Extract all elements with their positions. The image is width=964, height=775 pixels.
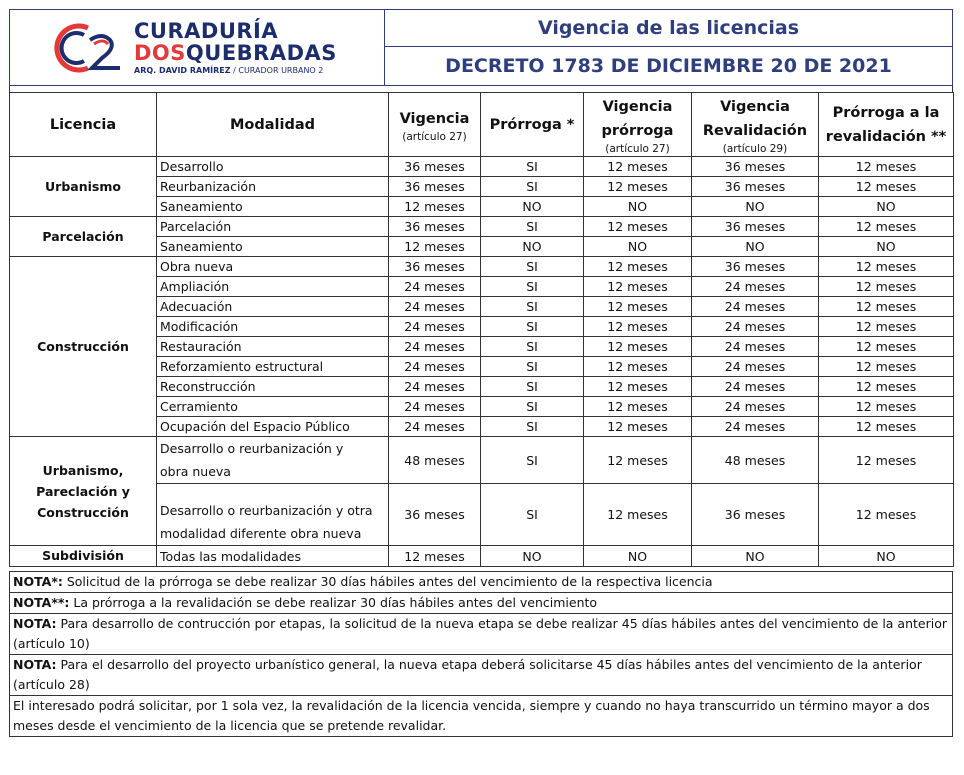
cell-prorroga-revalidacion: 12 meses bbox=[819, 397, 954, 417]
cell-vigencia: 36 meses bbox=[389, 484, 481, 546]
document-header bbox=[9, 9, 953, 86]
note-text: Solicitud de la prórroga se debe realizar 30 días hábiles antes del vencimiento de la respectiva licencia bbox=[62, 574, 713, 589]
cell-vig-revalidacion: 24 meses bbox=[692, 357, 819, 377]
cell-prorroga: SI bbox=[481, 157, 584, 177]
header-licencia: Licencia bbox=[10, 93, 157, 157]
cell-vig-prorroga: 12 meses bbox=[584, 337, 692, 357]
cell-vigencia: 36 meses bbox=[389, 157, 481, 177]
header-vigencia bbox=[389, 93, 481, 157]
table-row bbox=[10, 217, 954, 237]
cell-vigencia: 24 meses bbox=[389, 277, 481, 297]
cell-prorroga-revalidacion: 12 meses bbox=[819, 297, 954, 317]
cell-prorroga: NO bbox=[481, 197, 584, 217]
cell-vig-revalidacion: NO bbox=[692, 546, 819, 567]
cell-prorroga-revalidacion: 12 meses bbox=[819, 317, 954, 337]
cell-vigencia: 12 meses bbox=[389, 546, 481, 567]
group-mixto-line-2: Pareclación y bbox=[36, 483, 130, 499]
table-row bbox=[10, 437, 954, 484]
cell-prorroga: SI bbox=[481, 217, 584, 237]
cell-vig-prorroga: 12 meses bbox=[584, 417, 692, 437]
cell-prorroga: SI bbox=[481, 277, 584, 297]
logo-subtitle bbox=[134, 66, 337, 75]
cell-modalidad: Reforzamiento estructural bbox=[157, 357, 389, 377]
cell-vig-revalidacion: 36 meses bbox=[692, 484, 819, 546]
cell-vig-prorroga: 12 meses bbox=[584, 177, 692, 197]
cell-vigencia: 24 meses bbox=[389, 317, 481, 337]
cell-modalidad: Ampliación bbox=[157, 277, 389, 297]
decree-title: DECRETO 1783 DE DICIEMBRE 20 DE 2021 bbox=[445, 55, 892, 77]
cell-vig-revalidacion: 24 meses bbox=[692, 417, 819, 437]
note-prorroga bbox=[9, 571, 953, 593]
note-revalidacion bbox=[9, 696, 953, 737]
cell-vig-revalidacion: 24 meses bbox=[692, 277, 819, 297]
cell-vigencia: 24 meses bbox=[389, 397, 481, 417]
header-prorroga-revalidacion bbox=[819, 93, 954, 157]
cell-vig-revalidacion: 24 meses bbox=[692, 337, 819, 357]
group-mixto-line-1: Urbanismo, bbox=[42, 462, 124, 478]
cell-prorroga-revalidacion: 12 meses bbox=[819, 437, 954, 484]
cell-vig-prorroga: 12 meses bbox=[584, 377, 692, 397]
cell-vigencia: 24 meses bbox=[389, 357, 481, 377]
page-title: Vigencia de las licencias bbox=[385, 10, 952, 47]
cell-vig-prorroga: 12 meses bbox=[584, 277, 692, 297]
header-vigencia-revalidacion bbox=[692, 93, 819, 157]
cell-modalidad: Parcelación bbox=[157, 217, 389, 237]
cell-prorroga-revalidacion: 12 meses bbox=[819, 157, 954, 177]
cell-vig-prorroga: NO bbox=[584, 197, 692, 217]
cell-prorroga-revalidacion: NO bbox=[819, 237, 954, 257]
cell-vig-prorroga: 12 meses bbox=[584, 397, 692, 417]
note-label: NOTA**: bbox=[13, 595, 70, 610]
cell-vig-prorroga: 12 meses bbox=[584, 437, 692, 484]
cell-prorroga: NO bbox=[481, 546, 584, 567]
table-row bbox=[10, 546, 954, 567]
licenses-table bbox=[9, 92, 954, 567]
cell-prorroga-revalidacion: 12 meses bbox=[819, 337, 954, 357]
cell-modalidad: Todas las modalidades bbox=[157, 546, 389, 567]
cell-prorroga-revalidacion: 12 meses bbox=[819, 277, 954, 297]
cell-vig-revalidacion: 24 meses bbox=[692, 297, 819, 317]
note-prorroga-revalidacion bbox=[9, 593, 953, 614]
cell-vig-revalidacion: 24 meses bbox=[692, 317, 819, 337]
logo-sub-rest: / CURADOR URBANO 2 bbox=[230, 66, 324, 75]
header-vr-2: Revalidación bbox=[702, 122, 808, 139]
cell-prorroga-revalidacion: 12 meses bbox=[819, 484, 954, 546]
cell-modalidad: Restauración bbox=[157, 337, 389, 357]
cell-vigencia: 24 meses bbox=[389, 337, 481, 357]
mixed-row2-line1: Desarrollo o reurbanización y otra bbox=[160, 503, 373, 518]
cell-prorroga: SI bbox=[481, 297, 584, 317]
cell-modalidad: Reurbanización bbox=[157, 177, 389, 197]
header-vp-1: Vigencia bbox=[602, 98, 673, 115]
cell-vig-revalidacion: NO bbox=[692, 237, 819, 257]
cell-vigencia: 36 meses bbox=[389, 257, 481, 277]
cell-prorroga: SI bbox=[481, 437, 584, 484]
cell-prorroga: SI bbox=[481, 177, 584, 197]
cell-modalidad: Modificación bbox=[157, 317, 389, 337]
cell-prorroga-revalidacion: 12 meses bbox=[819, 217, 954, 237]
cell-prorroga: SI bbox=[481, 317, 584, 337]
cell-vig-revalidacion: 36 meses bbox=[692, 257, 819, 277]
header-vp-2: prórroga bbox=[601, 122, 674, 139]
cell-prorroga: SI bbox=[481, 377, 584, 397]
cell-prorroga-revalidacion: NO bbox=[819, 546, 954, 567]
note-text: El interesado podrá solicitar, por 1 sola vez, la revalidación de la licencia vencida, siempre y cuando no haya transcurrido un término mayor a dos meses desde el vencimiento de la licencia que se pretende revalidar. bbox=[13, 698, 930, 733]
cell-vig-revalidacion: NO bbox=[692, 197, 819, 217]
logo-sub-bold: ARQ. DAVID RAMÍREZ bbox=[134, 66, 231, 75]
cell-vigencia: 36 meses bbox=[389, 217, 481, 237]
header-vr-1: Vigencia bbox=[720, 98, 790, 115]
cell-vig-revalidacion: 24 meses bbox=[692, 397, 819, 417]
header-pr-1: Prórroga a la bbox=[832, 104, 940, 121]
cell-vig-prorroga: NO bbox=[584, 237, 692, 257]
group-parcelacion: Parcelación bbox=[10, 217, 157, 257]
mixed-row2-line2: modalidad diferente obra nueva bbox=[160, 526, 362, 541]
cell-prorroga: SI bbox=[481, 484, 584, 546]
cell-prorroga: SI bbox=[481, 417, 584, 437]
cell-prorroga-revalidacion: 12 meses bbox=[819, 377, 954, 397]
cell-modalidad: Saneamiento bbox=[157, 237, 389, 257]
cell-vigencia: 48 meses bbox=[389, 437, 481, 484]
cell-vigencia: 12 meses bbox=[389, 237, 481, 257]
cell-vig-revalidacion: 36 meses bbox=[692, 157, 819, 177]
logo-line-2-red: DOS bbox=[134, 41, 186, 65]
title-block bbox=[385, 10, 952, 85]
group-subdivision: Subdivisión bbox=[10, 546, 157, 567]
cell-modalidad: Cerramiento bbox=[157, 397, 389, 417]
header-vigencia-sub: (artículo 27) bbox=[402, 130, 467, 143]
cell-vig-prorroga: 12 meses bbox=[584, 317, 692, 337]
note-label: NOTA*: bbox=[13, 574, 63, 589]
cell-vigencia: 24 meses bbox=[389, 417, 481, 437]
cell-prorroga-revalidacion: 12 meses bbox=[819, 177, 954, 197]
logo-line-2 bbox=[134, 42, 337, 64]
cell-vig-prorroga: 12 meses bbox=[584, 297, 692, 317]
cell-vig-prorroga: 12 meses bbox=[584, 357, 692, 377]
table-row bbox=[10, 157, 954, 177]
header-pr-2: revalidación ** bbox=[825, 128, 947, 145]
cell-vig-revalidacion: 36 meses bbox=[692, 177, 819, 197]
cell-modalidad: Reconstrucción bbox=[157, 377, 389, 397]
cell-modalidad bbox=[157, 484, 389, 546]
cell-prorroga: SI bbox=[481, 397, 584, 417]
note-etapas-urbanistico bbox=[9, 655, 953, 696]
group-construccion: Construcción bbox=[10, 257, 157, 437]
cell-prorroga: SI bbox=[481, 357, 584, 377]
cell-modalidad bbox=[157, 437, 389, 484]
cell-vigencia: 24 meses bbox=[389, 297, 481, 317]
note-etapas-construccion bbox=[9, 614, 953, 655]
header-vr-sub: (artículo 29) bbox=[722, 142, 788, 155]
cell-vig-prorroga: 12 meses bbox=[584, 257, 692, 277]
note-text: Para desarrollo de contrucción por etapas, la solicitud de la nueva etapa se debe realizar 45 días hábiles antes del vencimiento de la anterior (artículo 10) bbox=[13, 616, 947, 651]
cell-vig-prorroga: NO bbox=[584, 546, 692, 567]
header-modalidad: Modalidad bbox=[157, 93, 389, 157]
group-mixto bbox=[10, 437, 157, 546]
note-text: La prórroga a la revalidación se debe realizar 30 días hábiles antes del vencimiento bbox=[69, 595, 598, 610]
group-urbanismo: Urbanismo bbox=[10, 157, 157, 217]
cell-vig-prorroga: 12 meses bbox=[584, 484, 692, 546]
cell-prorroga: NO bbox=[481, 237, 584, 257]
cell-modalidad: Obra nueva bbox=[157, 257, 389, 277]
cell-prorroga-revalidacion: 12 meses bbox=[819, 257, 954, 277]
cell-vigencia: 12 meses bbox=[389, 197, 481, 217]
logo-block bbox=[10, 10, 385, 85]
group-mixto-line-3: Construcción bbox=[37, 504, 129, 520]
cell-modalidad: Adecuación bbox=[157, 297, 389, 317]
table-header-row bbox=[10, 93, 954, 157]
note-label: NOTA: bbox=[13, 657, 57, 672]
note-label: NOTA: bbox=[13, 616, 57, 631]
header-vp-sub: (artículo 27) bbox=[605, 142, 670, 155]
cell-modalidad: Ocupación del Espacio Público bbox=[157, 417, 389, 437]
cell-modalidad: Desarrollo bbox=[157, 157, 389, 177]
mixed-row1-line2: obra nueva bbox=[160, 464, 231, 479]
header-vigencia-prorroga bbox=[584, 93, 692, 157]
cell-prorroga-revalidacion: 12 meses bbox=[819, 357, 954, 377]
logo-line-2-navy: QUEBRADAS bbox=[185, 41, 337, 65]
cell-prorroga-revalidacion: NO bbox=[819, 197, 954, 217]
cell-prorroga: SI bbox=[481, 257, 584, 277]
header-prorroga: Prórroga * bbox=[481, 93, 584, 157]
cell-vig-prorroga: 12 meses bbox=[584, 217, 692, 237]
cell-vigencia: 24 meses bbox=[389, 377, 481, 397]
cell-vig-prorroga: 12 meses bbox=[584, 157, 692, 177]
cell-vig-revalidacion: 48 meses bbox=[692, 437, 819, 484]
note-text: Para el desarrollo del proyecto urbanístico general, la nueva etapa deberá solicitarse 45 días hábiles antes del vencimiento de la anterior (artículo 28) bbox=[13, 657, 922, 692]
mixed-row1-line1: Desarrollo o reurbanización y bbox=[160, 441, 344, 456]
cell-prorroga: SI bbox=[481, 337, 584, 357]
logo-line-1: CURADURÍA bbox=[134, 19, 279, 43]
cell-prorroga-revalidacion: 12 meses bbox=[819, 417, 954, 437]
document bbox=[9, 9, 953, 737]
cell-vig-revalidacion: 24 meses bbox=[692, 377, 819, 397]
curaduria-logo-icon bbox=[50, 18, 130, 78]
table-row bbox=[10, 257, 954, 277]
cell-vigencia: 36 meses bbox=[389, 177, 481, 197]
cell-modalidad: Saneamiento bbox=[157, 197, 389, 217]
header-vigencia-label: Vigencia bbox=[399, 110, 470, 127]
cell-vig-revalidacion: 36 meses bbox=[692, 217, 819, 237]
